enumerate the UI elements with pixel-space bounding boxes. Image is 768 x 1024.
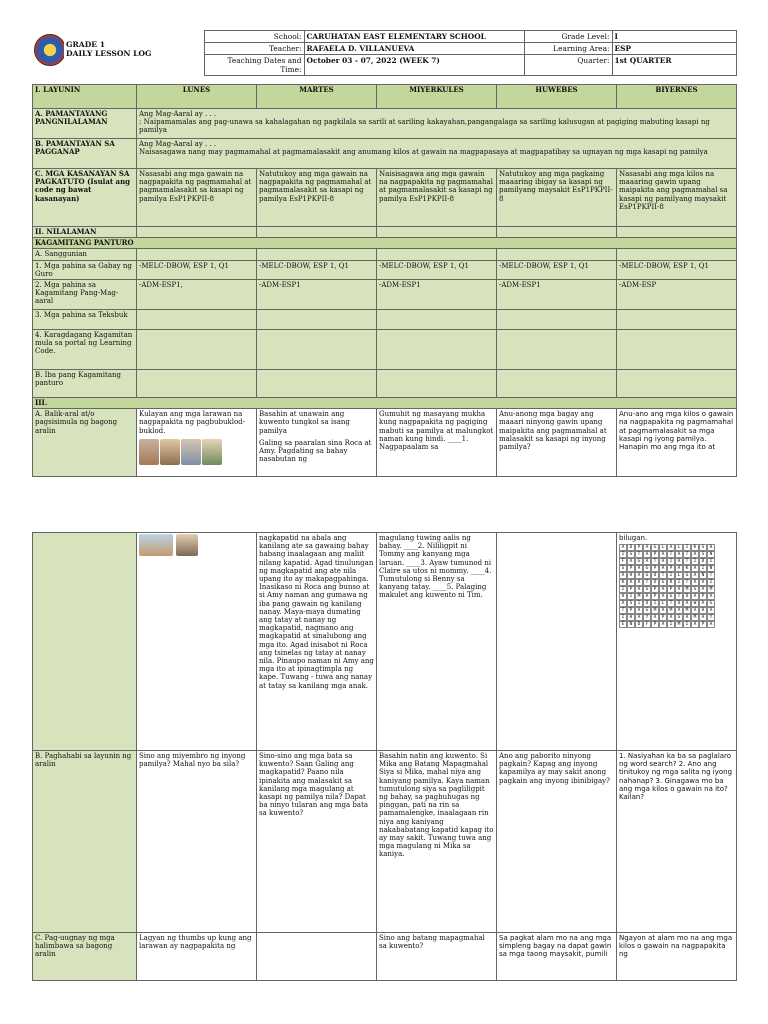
family-picture-1 <box>139 439 159 465</box>
word-search-cell: M <box>691 614 699 621</box>
word-search-cell: P <box>651 621 659 628</box>
row-label-teksbuk: 3. Mga pahina sa Teksbuk <box>33 310 137 330</box>
word-search-cell: P <box>651 551 659 558</box>
word-search-cell: P <box>699 621 707 628</box>
word-search-cell: T <box>667 551 675 558</box>
word-search-cell: T <box>683 551 691 558</box>
teksbuk-miyerkules <box>377 310 497 330</box>
teacher-value: RAFAELA D. VILLANUEVA <box>304 43 524 55</box>
word-search-cell: A <box>643 551 651 558</box>
word-search-cell: A <box>635 579 643 586</box>
word-search-cell: Y <box>643 614 651 621</box>
row-label-pag-uugnay: C. Pag-uugnay ng mga halimbawa sa bagong aralin <box>33 933 137 981</box>
word-search-cell: G <box>683 572 691 579</box>
family-picture-5 <box>139 534 173 556</box>
balik-aral-martes-cont: nagkapatid na abala ang kanilang ate sa gawaing bahay habang inaalagaan ang maliit nilang kapatid. Agad tinulungan ng magkapatid ang ate nila upang ito ay makapagpahinga. Inasikaso ni Roca ang bunso at si Amy naman ang gumawa ng iba pang gawain ng kanilang nanay. Maya-maya dumating ang tatay at nanay ng magkapatid, nagmano ang magkapatid at sinalubong ang mga ito. Agad inisabot ni Roca ang tsinelas ng tatay at nanay nila. Pinaupo naman ni Amy ang mga ito at ipinagtimpla ng kape. Tuwang - tuwa ang nanay at tatay sa kanilang mga anak. <box>257 533 377 751</box>
karagdagan-martes <box>257 330 377 370</box>
iba-biyernes <box>617 370 737 398</box>
pamantayan-sa-pagganap-body: Naisasagawa nang may pagmamahal at pagmamalasakit ang anumang kilos at gawain na magpapasaya at magpapatibay sa ugnayan ng mga kasapi ng pamilya <box>139 148 708 157</box>
teksbuk-biyernes <box>617 310 737 330</box>
word-search-cell: F <box>643 621 651 628</box>
word-search-cell: O <box>675 600 683 607</box>
word-search-cell: V <box>699 579 707 586</box>
word-search-cell: I <box>667 572 675 579</box>
paghahabi-huwebes: Ano ang paborito ninyong pagkain? Kapag ang inyong kapamilya ay may sakit anong pagkain ang inyong ibinibigay? <box>497 751 617 933</box>
school-label: School: <box>204 31 304 43</box>
balik-aral-martes-intro: Basahin at unawain ang kuwento tungkol sa isang pamilya <box>259 410 350 435</box>
pamantayang-pangnilalaman-intro: Ang Mag-Aaral ay . . . <box>139 110 217 118</box>
row-label-karagdagang-kagamitan: 4. Karagdagang Kagamitan mula sa portal ng Learning Code. <box>33 330 137 370</box>
word-search-cell: P <box>651 565 659 572</box>
karagdagan-huwebes <box>497 330 617 370</box>
kagamitan-martes: -ADM-ESP1 <box>257 280 377 310</box>
word-search-cell: G <box>635 558 643 565</box>
word-search-cell: D <box>699 558 707 565</box>
gabay-martes: -MELC-DBOW, ESP 1, Q1 <box>257 260 377 279</box>
word-search-cell: H <box>619 593 627 600</box>
word-search-cell: H <box>627 572 635 579</box>
word-search-cell: A <box>683 614 691 621</box>
word-search-cell: A <box>659 551 667 558</box>
word-search-cell: A <box>707 593 715 600</box>
word-search-cell: P <box>627 586 635 593</box>
word-search-cell: G <box>651 544 659 551</box>
teksbuk-huwebes <box>497 310 617 330</box>
word-search-grid <box>619 544 734 628</box>
word-search-cell: T <box>619 607 627 614</box>
word-search-cell: O <box>683 593 691 600</box>
word-search-cell: A <box>643 544 651 551</box>
lesson-table-2 <box>32 532 737 981</box>
word-search-cell: L <box>675 572 683 579</box>
family-picture-4 <box>202 439 222 465</box>
word-search-cell: S <box>699 544 707 551</box>
balik-aral-lunes-cont <box>137 533 257 751</box>
word-search-cell: R <box>667 579 675 586</box>
word-search-cell: I <box>667 558 675 565</box>
word-search-cell: O <box>651 579 659 586</box>
word-search-cell: A <box>667 614 675 621</box>
word-search-cell: L <box>675 544 683 551</box>
balik-aral-martes-story: Galing sa paaralan sina Roca at Amy. Pagdating sa bahay nasabutan ng <box>259 438 372 464</box>
word-search-cell: A <box>667 544 675 551</box>
row-label-paghahabi: B. Paghahabi sa layunin ng aralin <box>33 751 137 933</box>
kagamitan-huwebes: -ADM-ESP1 <box>497 280 617 310</box>
word-search-cell: A <box>659 565 667 572</box>
word-search-cell: S <box>627 551 635 558</box>
word-search-cell: T <box>659 572 667 579</box>
balik-aral-martes <box>257 409 377 477</box>
word-search-cell: A <box>675 565 683 572</box>
pamantayan-sa-pagganap-text <box>137 139 737 169</box>
word-search-cell: A <box>619 572 627 579</box>
day-lunes: LUNES <box>137 85 257 109</box>
word-search-cell: G <box>643 607 651 614</box>
day-martes: MARTES <box>257 85 377 109</box>
karagdagan-biyernes <box>617 330 737 370</box>
word-search-cell: T <box>651 558 659 565</box>
kagamitan-lunes: -ADM-ESP1, <box>137 280 257 310</box>
word-search-cell: S <box>691 586 699 593</box>
nilalaman-biyernes <box>617 227 737 238</box>
sanggunian-martes <box>257 249 377 260</box>
word-search-cell: P <box>627 565 635 572</box>
pag-uugnay-lunes: Lagyan ng thumbs up kung ang larawan ay nagpapakita ng <box>137 933 257 981</box>
day-huwebes: HUWEBES <box>497 85 617 109</box>
row-label-nilalaman: II. NILALAMAN <box>33 227 137 238</box>
word-search-cell: A <box>619 544 627 551</box>
word-search-cell: A <box>659 621 667 628</box>
word-search-cell: P <box>667 565 675 572</box>
nilalaman-martes <box>257 227 377 238</box>
layunin-heading: I. LAYUNIN <box>33 85 137 109</box>
word-search-cell: T <box>675 593 683 600</box>
grade-label: Grade Level: <box>524 31 612 43</box>
day-miyerkules: MIYERKULES <box>377 85 497 109</box>
kagamitan-biyernes: -ADM-ESP <box>617 280 737 310</box>
word-search-cell: A <box>699 600 707 607</box>
word-search-cell: A <box>699 614 707 621</box>
row-label-iba-pang-kagamitan: B. Iba pang Kagamitang panturo <box>33 370 137 398</box>
word-search-cell: N <box>627 621 635 628</box>
row-label-iii: III. <box>33 398 737 409</box>
word-search-cell: A <box>659 586 667 593</box>
word-search-cell: I <box>619 586 627 593</box>
pamantayang-pangnilalaman-text <box>137 109 737 139</box>
word-search-cell: L <box>659 544 667 551</box>
row-label-balik-aral: A. Balik-aral at/o pagsisimula ng bagong aralin <box>33 409 137 477</box>
word-search-cell: T <box>643 579 651 586</box>
iba-huwebes <box>497 370 617 398</box>
quarter-value: 1st QUARTER <box>612 55 736 76</box>
word-search-cell: I <box>699 565 707 572</box>
log-title <box>64 31 204 76</box>
deped-seal <box>32 31 64 76</box>
word-search-cell: P <box>651 586 659 593</box>
word-search-cell: A <box>707 607 715 614</box>
nilalaman-miyerkules <box>377 227 497 238</box>
word-search-cell: K <box>691 544 699 551</box>
word-search-cell: A <box>619 600 627 607</box>
word-search-cell: A <box>683 600 691 607</box>
word-search-cell: A <box>627 579 635 586</box>
word-search-cell: T <box>683 558 691 565</box>
word-search-cell: A <box>643 558 651 565</box>
area-value: ESP <box>612 43 736 55</box>
balik-aral-continued-label <box>33 533 137 751</box>
teksbuk-lunes <box>137 310 257 330</box>
word-search-cell: A <box>699 586 707 593</box>
word-search-cell: N <box>707 551 715 558</box>
gabay-lunes: -MELC-DBOW, ESP 1, Q1 <box>137 260 257 279</box>
karagdagan-lunes <box>137 330 257 370</box>
word-search-cell: D <box>627 544 635 551</box>
row-label-pamantayang-pangnilalaman: A. PAMANTAYANG PANGNILALAMAN <box>33 109 137 139</box>
word-search-cell: H <box>699 607 707 614</box>
sanggunian-biyernes <box>617 249 737 260</box>
word-search-cell: I <box>627 593 635 600</box>
word-search-cell: T <box>707 572 715 579</box>
word-search-cell: A <box>675 551 683 558</box>
day-biyernes: BIYERNES <box>617 85 737 109</box>
balik-aral-lunes <box>137 409 257 477</box>
word-search-cell: A <box>691 565 699 572</box>
balik-aral-lunes-text: Kulayan ang mga larawan na nagpapakita ng pagbubuklod-buklod. <box>139 410 246 435</box>
row-label-pamantayan-sa-pagganap: B. PAMANTAYAN SA PAGGANAP <box>33 139 137 169</box>
word-search-cell: I <box>619 551 627 558</box>
word-search-cell: K <box>619 579 627 586</box>
family-picture-2 <box>160 439 180 465</box>
iba-lunes <box>137 370 257 398</box>
pamantayan-sa-pagganap-intro: Ang Mag-Aaral ay . . . <box>139 140 217 148</box>
word-search-cell: I <box>675 579 683 586</box>
sanggunian-huwebes <box>497 249 617 260</box>
word-search-cell: P <box>651 593 659 600</box>
row-label-kagamitang-pang-mag-aaral: 2. Mga pahina sa Kagamitang Pang-Mag-aaral <box>33 280 137 310</box>
row-label-gabay-ng-guro: 1. Mga pahina sa Gabay ng Guro <box>33 260 137 279</box>
word-search-cell: I <box>707 579 715 586</box>
word-search-cell: M <box>707 586 715 593</box>
word-search-cell: A <box>635 586 643 593</box>
pag-uugnay-martes <box>257 933 377 981</box>
log-title-name: DAILY LESSON LOG <box>66 48 152 58</box>
word-search-cell: G <box>643 565 651 572</box>
lesson-table-1 <box>32 84 737 477</box>
word-search-cell: A <box>691 621 699 628</box>
word-search-cell: I <box>683 544 691 551</box>
word-search-cell: I <box>707 558 715 565</box>
nilalaman-lunes <box>137 227 257 238</box>
row-label-kasanayan: C. MGA KASANAYAN SA PAGKATUTO (Isulat ang code ng bawat kasanayan) <box>33 169 137 227</box>
dates-label: Teaching Dates and Time: <box>204 55 304 76</box>
dates-value: October 03 - 07, 2022 (WEEK 7) <box>304 55 524 76</box>
biyernes-cont-text: bilugan. <box>619 534 648 542</box>
word-search-cell: A <box>643 593 651 600</box>
word-search-cell: P <box>659 614 667 621</box>
word-search-cell: P <box>667 586 675 593</box>
teksbuk-martes <box>257 310 377 330</box>
pag-uugnay-huwebes: Sa pagkat alam mo na ang mga simpleng bagay na dapat gawin sa mga taong maysakit, pumili <box>497 933 617 981</box>
balik-aral-biyernes-cont <box>617 533 737 751</box>
kagamitan-miyerkules: -ADM-ESP1 <box>377 280 497 310</box>
log-title-grade: GRADE 1 <box>66 39 105 49</box>
word-search-cell: T <box>635 551 643 558</box>
pamantayang-pangnilalaman-body: : Naipamamalas ang pag-unawa sa kahalagahan ng pagkilala sa sarili at sariling kakayahan,pangangalaga sa sariling kalusugan at pagiging mabuting kasapi ng pamilya <box>139 118 710 135</box>
word-search-cell: A <box>635 607 643 614</box>
gabay-miyerkules: -MELC-DBOW, ESP 1, Q1 <box>377 260 497 279</box>
word-search-cell: T <box>683 579 691 586</box>
kasanayan-miyerkules: Naisisagawa ang mga gawain na nagpapakita ng pagmamahal at pagmamalasakit sa kasapi ng pamilya EsP1PKPII-8 <box>377 169 497 227</box>
iba-martes <box>257 370 377 398</box>
sanggunian-miyerkules <box>377 249 497 260</box>
word-search-cell: S <box>619 565 627 572</box>
row-label-sanggunian: A. Sanggunian <box>33 249 137 260</box>
school-value: CARUHATAN EAST ELEMENTARY SCHOOL <box>304 31 524 43</box>
word-search-cell: F <box>619 558 627 565</box>
word-search-cell: M <box>675 621 683 628</box>
word-search-cell: P <box>627 607 635 614</box>
word-search-cell: P <box>699 593 707 600</box>
karagdagan-miyerkules <box>377 330 497 370</box>
word-search-cell: A <box>675 607 683 614</box>
kasanayan-biyernes: Nasasabi ang mga kilos na maaaring gawin upang maipakita ang pagmamahal sa kasapi ng pamilyang maysakit EsP1PKPII-8 <box>617 169 737 227</box>
balik-aral-huwebes-cont <box>497 533 617 751</box>
word-search-cell: I <box>635 600 643 607</box>
family-pictures <box>139 439 254 467</box>
word-search-cell: Y <box>707 614 715 621</box>
word-search-cell: D <box>635 621 643 628</box>
word-search-cell: G <box>643 586 651 593</box>
header-table <box>32 30 737 76</box>
word-search-cell: S <box>627 600 635 607</box>
gabay-biyernes: -MELC-DBOW, ESP 1, Q1 <box>617 260 737 279</box>
word-search-cell: O <box>651 572 659 579</box>
quarter-label: Quarter: <box>524 55 612 76</box>
word-search-cell: A <box>659 558 667 565</box>
word-search-cell: G <box>675 614 683 621</box>
paghahabi-miyerkules: Basahin natin ang kuwento. Si Mika ang Batang Mapagmahal Siya si Mika, mahal niya ang kaniyang pamilya. Kaya naman tumutulong siya sa pagliligpit ng bahay, sa paghuhugas ng pinggan, pati na rin sa pamamalengke, inaalagaan rin niya ang kaniyang nakababatang kapatid kapag ito ay may sakit. Tuwang tuwa ang mga magulang ni Mika sa kaniya. <box>377 751 497 933</box>
nilalaman-huwebes <box>497 227 617 238</box>
word-search-cell: I <box>683 621 691 628</box>
balik-aral-biyernes: Anu-ano ang mga kilos o gawain na nagpapakita ng pagmamahal at pagmamalasakit sa mga kasapi ng iyong pamilya. Hanapin mo ang mga ito at <box>617 409 737 477</box>
grade-value: I <box>612 31 736 43</box>
family-picture-6 <box>176 534 198 556</box>
kasanayan-martes: Natutukoy ang mga gawain na nagpapakita ng pagmamahal at pagmamalasakit sa kasapi ng pamilya EsP1PKPII-8 <box>257 169 377 227</box>
word-search-cell: P <box>635 544 643 551</box>
word-search-cell: I <box>651 600 659 607</box>
word-search-cell: H <box>627 614 635 621</box>
balik-aral-huwebes: Anu-anong mga bagay ang maaari ninyong gawin upang maipakita ang pagmamahal at malasakit sa kasapi ng inyong pamilya? <box>497 409 617 477</box>
area-label: Learning Area: <box>524 43 612 55</box>
word-search-cell: A <box>651 614 659 621</box>
word-search-cell: O <box>643 600 651 607</box>
word-search-cell: A <box>635 565 643 572</box>
gabay-huwebes: -MELC-DBOW, ESP 1, Q1 <box>497 260 617 279</box>
word-search-cell: A <box>659 607 667 614</box>
word-search-cell: W <box>691 600 699 607</box>
word-search-cell: A <box>675 586 683 593</box>
word-search-cell: A <box>635 572 643 579</box>
teacher-label: Teacher: <box>204 43 304 55</box>
word-search-cell: S <box>699 551 707 558</box>
word-search-cell: G <box>667 593 675 600</box>
word-search-cell: H <box>707 544 715 551</box>
lesson-log-page-2 <box>32 532 736 981</box>
word-search-cell: I <box>691 558 699 565</box>
word-search-cell: A <box>675 558 683 565</box>
word-search-cell: A <box>707 621 715 628</box>
balik-aral-miyerkules: Gumuhit ng masayang mukha kung nagpapakita ng pagiging mabuti sa pamilya at malungkot naman kung hindi. ____1. Nagpapaalam sa <box>377 409 497 477</box>
lesson-log-page-1 <box>32 30 736 477</box>
word-search-cell: A <box>691 607 699 614</box>
word-search-cell: A <box>627 558 635 565</box>
word-search-cell: A <box>659 593 667 600</box>
kasanayan-huwebes: Natutukoy ang mga pagkaing maaaring ibigay sa kasapi ng pamilyang maysakit EsP1PKPII-8 <box>497 169 617 227</box>
word-search-cell: G <box>643 572 651 579</box>
word-search-cell: M <box>667 607 675 614</box>
word-search-cell: M <box>683 586 691 593</box>
word-search-cell: T <box>667 600 675 607</box>
word-search-cell: E <box>619 621 627 628</box>
paghahabi-biyernes: 1. Nasiyahan ka ba sa paglalaro ng word search? 2. Ano ang tinitukoy ng mga salita ng iyong nahanap? 3. Ginagawa mo ba ang mga kilos o gawain na ito? Kailan? <box>617 751 737 933</box>
word-search-cell: L <box>659 600 667 607</box>
paghahabi-martes: Sino-sino ang mga bata sa kuwento? Saan Galing ang magkapatid? Paano nila ipinakita ang malasakit sa kanilang mga magulang at kasapi ng pamilya nila? Dapat ba ninyo tularan ang mga bata sa kuwento? <box>257 751 377 933</box>
word-search-cell: M <box>651 607 659 614</box>
word-search-cell: G <box>707 600 715 607</box>
word-search-cell: I <box>619 614 627 621</box>
word-search-cell: A <box>635 614 643 621</box>
word-search-cell: G <box>659 579 667 586</box>
pag-uugnay-miyerkules: Sino ang batang mapagmahal sa kuwento? <box>377 933 497 981</box>
word-search-cell: A <box>691 551 699 558</box>
balik-aral-miyerkules-cont: magulang tuwing aalis ng bahay. ____2. Nililigpit ni Tommy ang kanyang mga laruan. ____3. Ayaw tumunod ni Claire sa utos ni mommy. ____4. Tumutulong si Benny sa kanyang tatay. ____5. Palaging makulet ang kuwento ni Tim. <box>377 533 497 751</box>
word-search-cell: A <box>691 593 699 600</box>
word-search-cell: K <box>683 565 691 572</box>
paghahabi-lunes: Sino ang miyembro ng inyong pamilya? Mahal nyo ba sila? <box>137 751 257 933</box>
word-search-cell: M <box>635 593 643 600</box>
word-search-cell: I <box>667 621 675 628</box>
row-label-kagamitang-panturo: KAGAMITANG PANTURO <box>33 238 737 249</box>
word-search-cell: N <box>699 572 707 579</box>
word-search-cell: A <box>691 572 699 579</box>
word-search-cell: A <box>691 579 699 586</box>
iba-miyerkules <box>377 370 497 398</box>
family-picture-3 <box>181 439 201 465</box>
word-search-cell: M <box>683 607 691 614</box>
kasanayan-lunes: Nasasabi ang mga gawain na nagpapakita ng pagmamahal at pagmamalasakit sa kasapi ng pamilya EsP1PKPII-8 <box>137 169 257 227</box>
word-search-cell: N <box>707 565 715 572</box>
sanggunian-lunes <box>137 249 257 260</box>
pag-uugnay-biyernes: Ngayon at alam mo na ang mga kilos o gawain na nagpapakita ng <box>617 933 737 981</box>
